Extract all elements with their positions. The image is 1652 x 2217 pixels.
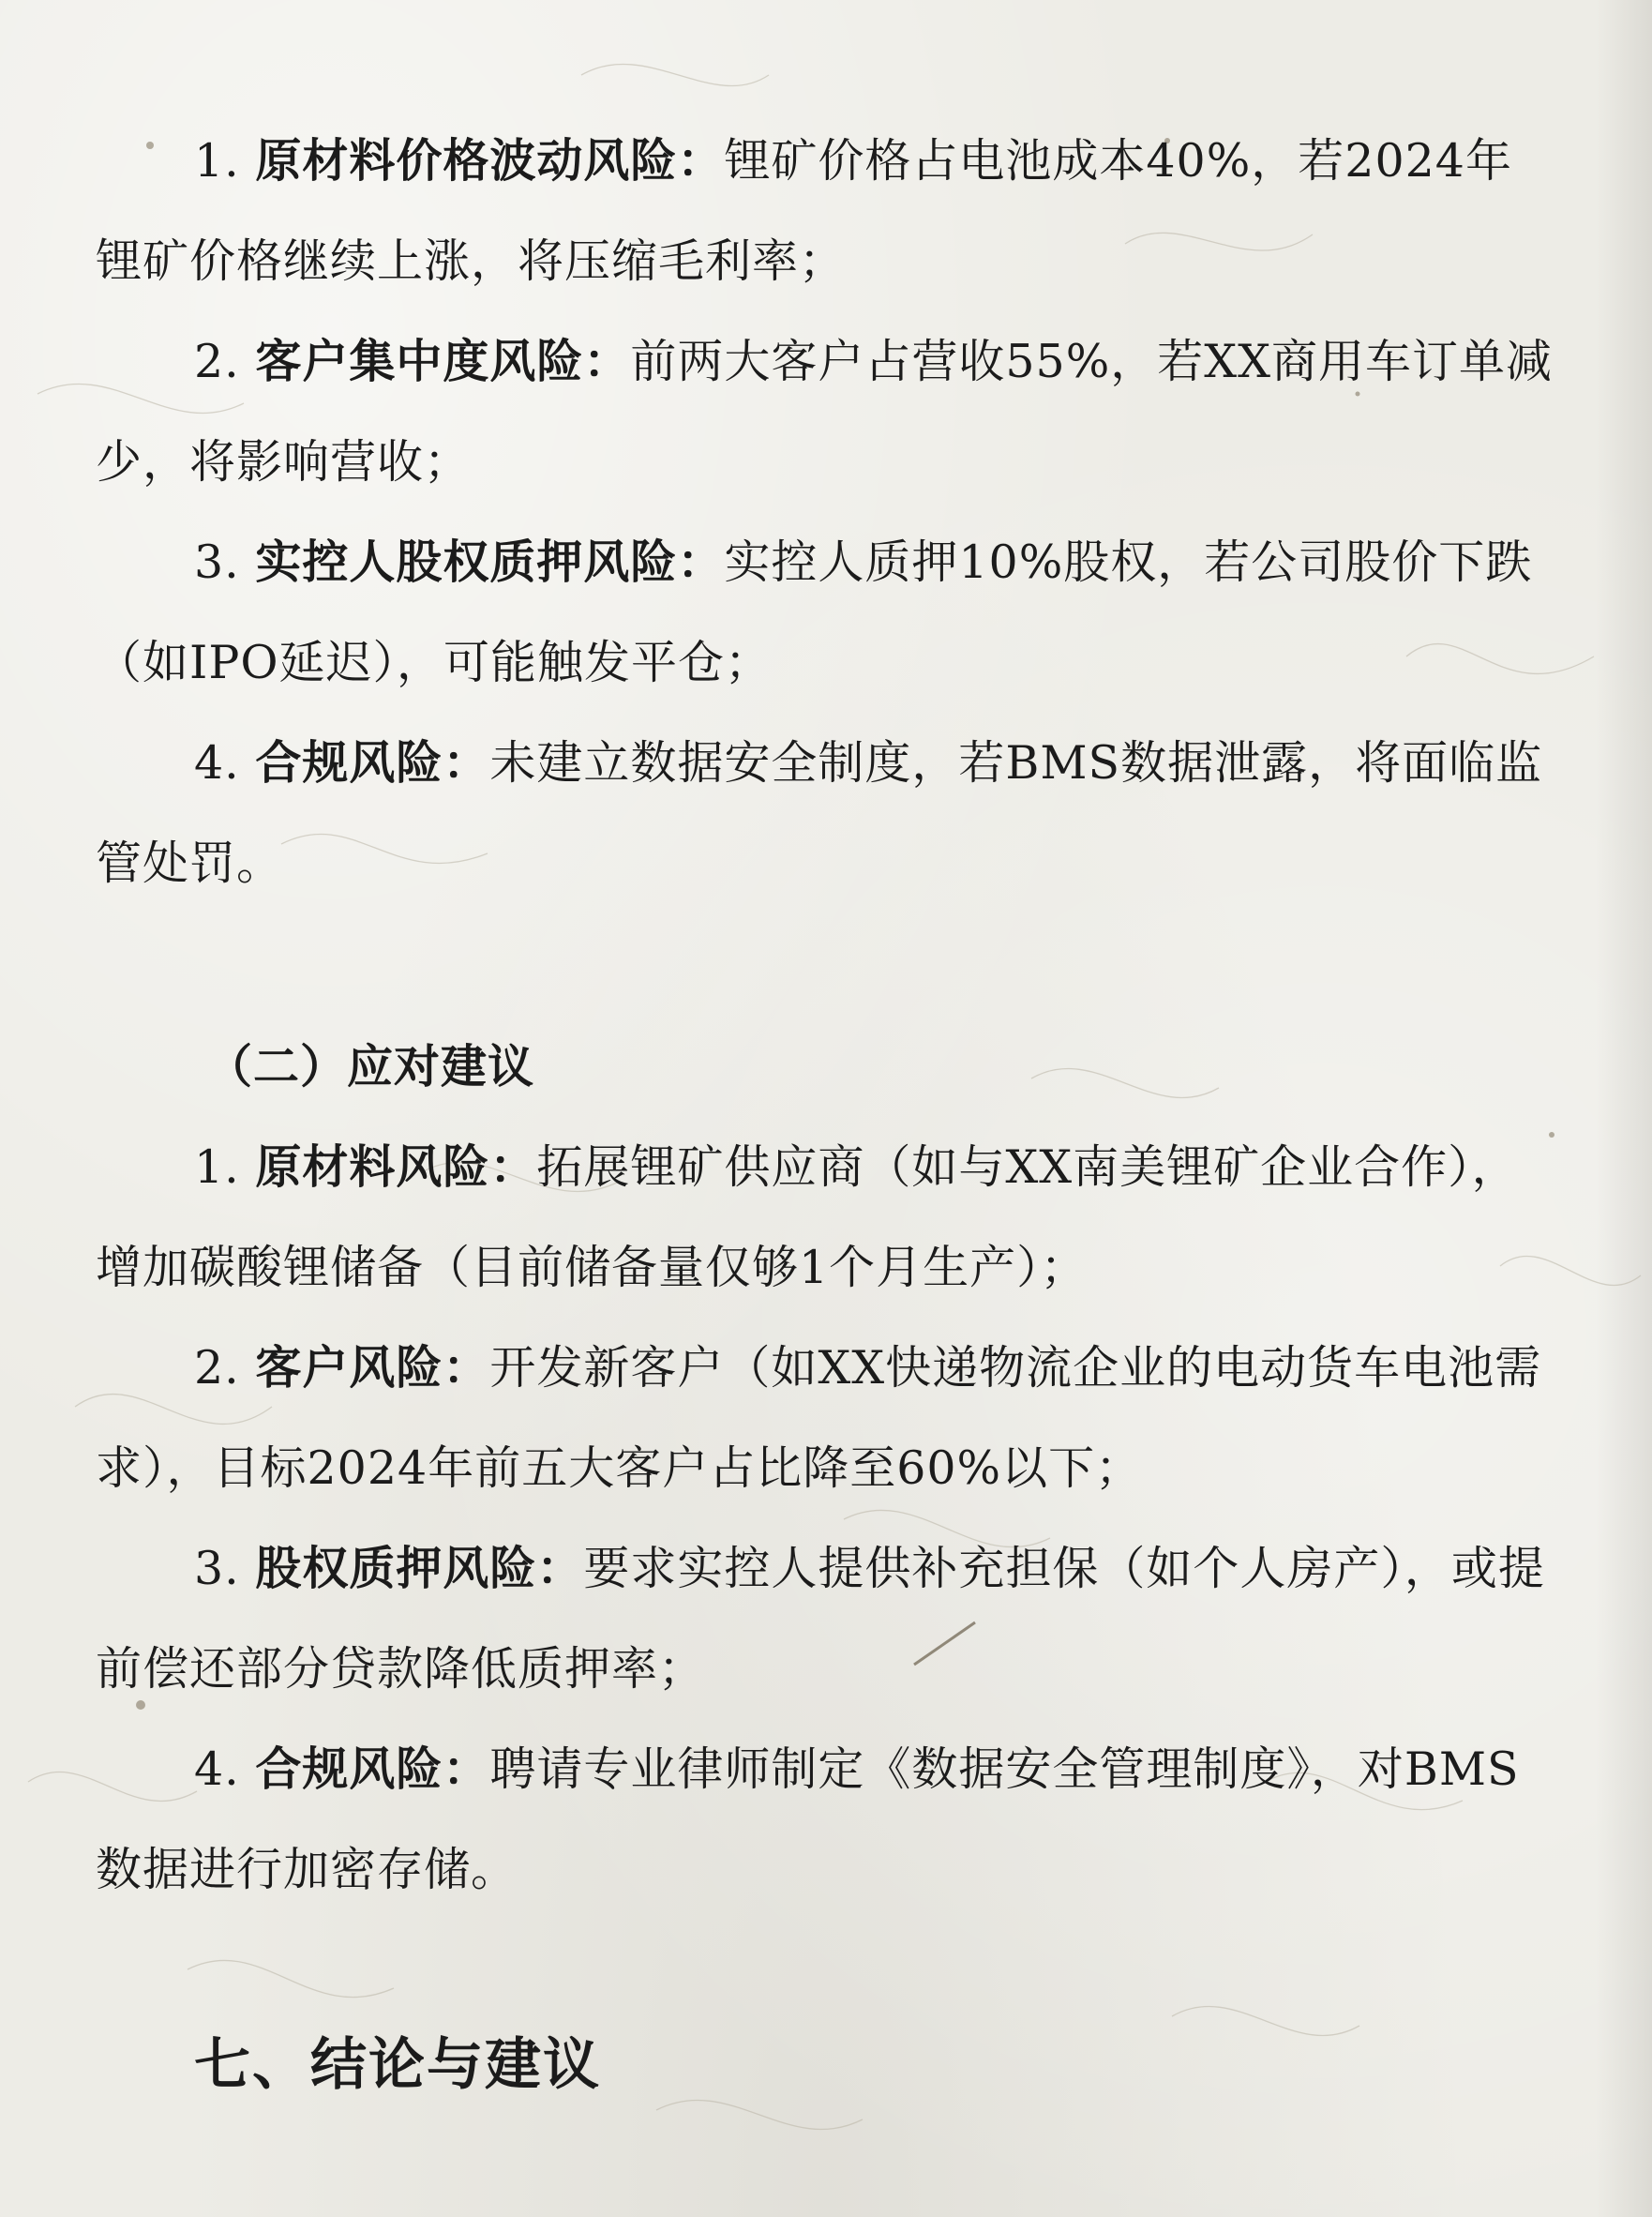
suggestion-item-title: 客户风险： (255, 1340, 490, 1395)
suggestion-item-title: 股权质押风险： (255, 1541, 584, 1595)
risk-item-number: 3. (194, 535, 240, 589)
chapter-heading: 七、结论与建议 (194, 2032, 601, 2098)
risk-item-number: 2. (194, 335, 240, 388)
risk-item-4 (96, 713, 1558, 913)
document-body (96, 111, 1558, 2117)
suggestion-item-title: 原材料风险： (255, 1139, 537, 1194)
suggestion-item-title: 合规风险： (255, 1742, 490, 1796)
suggestion-item-number: 1. (194, 1140, 240, 1194)
suggestion-item-text: 聘请专业律师制定《数据安全管理制度》，对BMS数据进行加密存储。 (96, 1742, 1520, 1896)
risk-item-title: 原材料价格波动风险： (255, 133, 725, 188)
suggestion-item-number: 4. (194, 1742, 240, 1796)
risk-item-title: 客户集中度风险： (255, 334, 631, 388)
risk-item-text: 锂矿价格占电池成本40%，若2024年锂矿价格继续上涨，将压缩毛利率； (96, 134, 1512, 288)
risk-item-1 (96, 111, 1558, 311)
risk-item-title: 合规风险： (255, 735, 490, 790)
risk-item-text: 未建立数据安全制度，若BMS数据泄露，将面临监管处罚。 (96, 736, 1543, 890)
risk-item-number: 1. (194, 134, 240, 188)
risk-item-2 (96, 311, 1558, 512)
suggestion-item-text: 拓展锂矿供应商（如与XX南美锂矿企业合作），增加碳酸锂储备（目前储备量仅够1个月生产）； (96, 1140, 1519, 1294)
suggestion-item-number: 3. (194, 1542, 240, 1595)
suggestion-item-1 (96, 1117, 1558, 1318)
risk-item-text: 实控人质押10%股权，若公司股价下跌（如IPO延迟），可能触发平仓； (96, 535, 1533, 689)
risk-item-3 (96, 512, 1558, 713)
risk-item-number: 4. (194, 736, 240, 790)
section-spacer (96, 913, 1558, 1017)
suggestion-item-3 (96, 1518, 1558, 1719)
suggestion-item-4 (96, 1719, 1558, 1920)
suggestion-item-text: 开发新客户（如XX快递物流企业的电动货车电池需求），目标2024年前五大客户占比降至60%以下； (96, 1341, 1542, 1495)
chapter-spacer (96, 1920, 1558, 2013)
suggestion-item-2 (96, 1318, 1558, 1518)
risk-item-title: 实控人股权质押风险： (255, 535, 725, 589)
suggestion-item-text: 要求实控人提供补充担保（如个人房产），或提前偿还部分贷款降低质押率； (96, 1542, 1545, 1696)
section-heading: （二）应对建议 (206, 1039, 535, 1093)
suggestion-item-number: 2. (194, 1341, 240, 1395)
risk-item-text: 前两大客户占营收55%，若XX商用车订单减少，将影响营收； (96, 335, 1554, 489)
